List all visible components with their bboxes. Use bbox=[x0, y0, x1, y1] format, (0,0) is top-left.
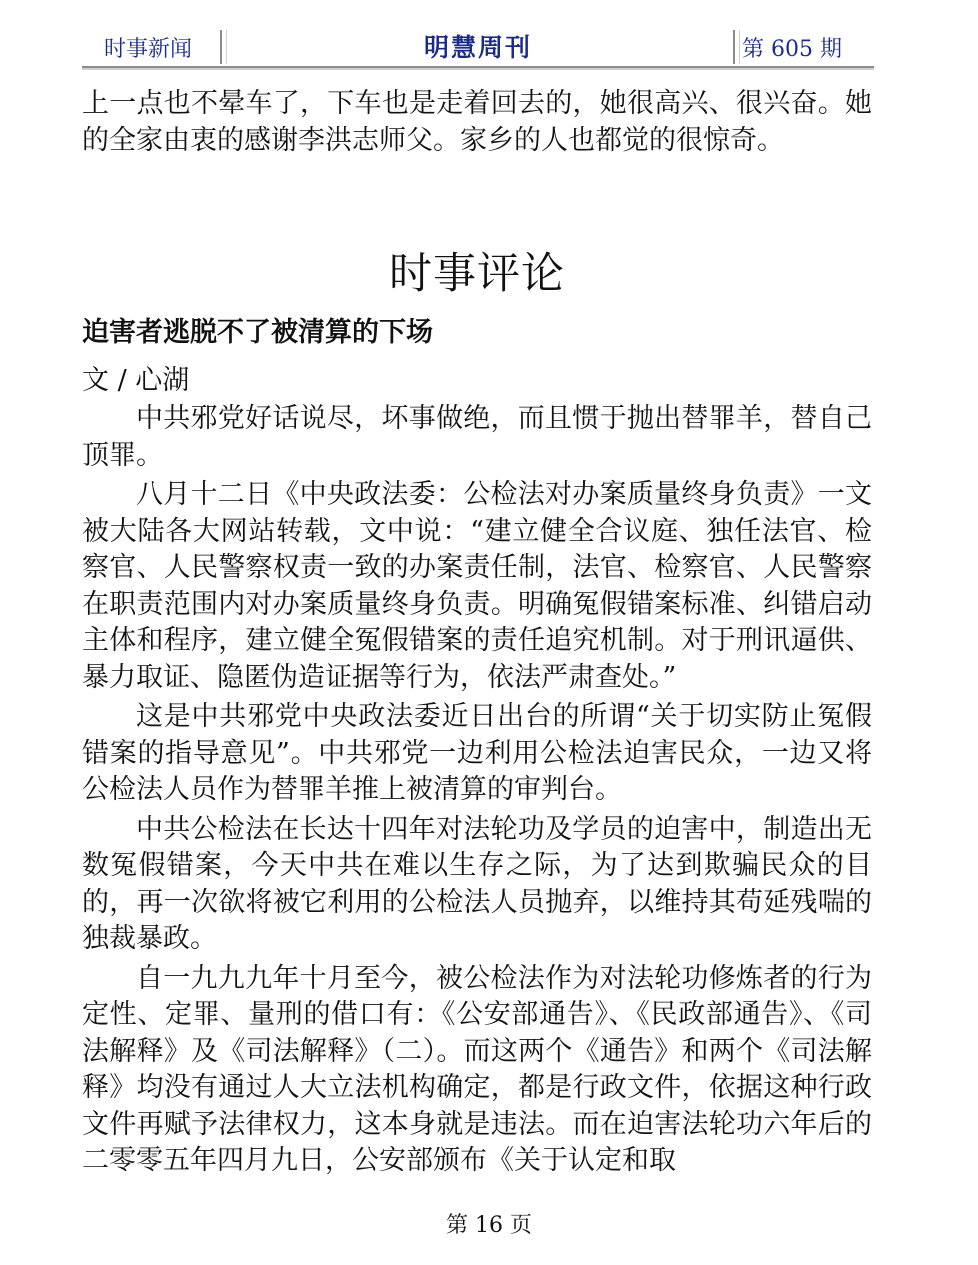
article-paragraph: 中共邪党好话说尽，坏事做绝，而且惯于抛出替罪羊，替自己顶罪。 bbox=[82, 403, 872, 471]
article-paragraph: 这是中共邪党中央政法委近日出台的所谓“关于切实防止冤假错案的指导意见”。中共邪党一边利用公检法迫害民众，一边又将公检法人员作为替罪羊推上被清算的审判台。 bbox=[82, 701, 872, 805]
article-paragraph: 自一九九九年十月至今，被公检法作为对法轮功修炼者的行为定性、定罪、量刑的借口有：《公安部通告》、《民政部通告》、《司法解释》及《司法解释》（二）。而这两个《通告》和两个《司法解释》均没有通过人大立法机构确定，都是行政文件，依据这种行政文件再赋予法律权力，这本身就是违法。而在迫害法轮功六年后的二零零五年四月九日，公安部颁布《关于认定和取 bbox=[82, 962, 872, 1176]
article-title: 迫害者逃脱不了被清算的下场 bbox=[82, 317, 433, 348]
article-paragraph: 中共公检法在长达十四年对法轮功及学员的迫害中，制造出无数冤假错案，今天中共在难以生存之际，为了达到欺骗民众的目的，再一次欲将被它利用的公检法人员抛弃，以维持其苟延残喘的独裁暴政。 bbox=[82, 813, 872, 954]
article-paragraph: 八月十二日《中央政法委：公检法对办案质量终身负责》一文被大陆各大网站转载，文中说：“建立健全合议庭、独任法官、检察官、人民警察权责一致的办案责任制，法官、检察官、人民警察在职责范围内对办案质量终身负责。明确冤假错案标准、纠错启动主体和程序，建立健全冤假错案的责任追究机制。对于刑讯逼供、暴力取证、隐匿伪造证据等行为，依法严肃查处。” bbox=[82, 479, 872, 693]
article-byline: 文 / 心湖 bbox=[82, 365, 190, 396]
header-publication-title: 明慧周刊 bbox=[423, 33, 532, 62]
page-header bbox=[82, 22, 874, 68]
section-title: 时事评论 bbox=[389, 249, 565, 299]
header-divider-right bbox=[733, 30, 740, 64]
page-content bbox=[82, 86, 872, 1180]
header-issue-number: 第 605 期 bbox=[742, 37, 842, 62]
header-section-label: 时事新闻 bbox=[104, 37, 193, 62]
page-number: 第 16 页 bbox=[446, 1213, 532, 1238]
intro-paragraph: 上一点也不晕车了，下车也是走着回去的，她很高兴、很兴奋。她的全家由衷的感谢李洪志师父。家乡的人也都觉的很惊奇。 bbox=[82, 88, 872, 156]
